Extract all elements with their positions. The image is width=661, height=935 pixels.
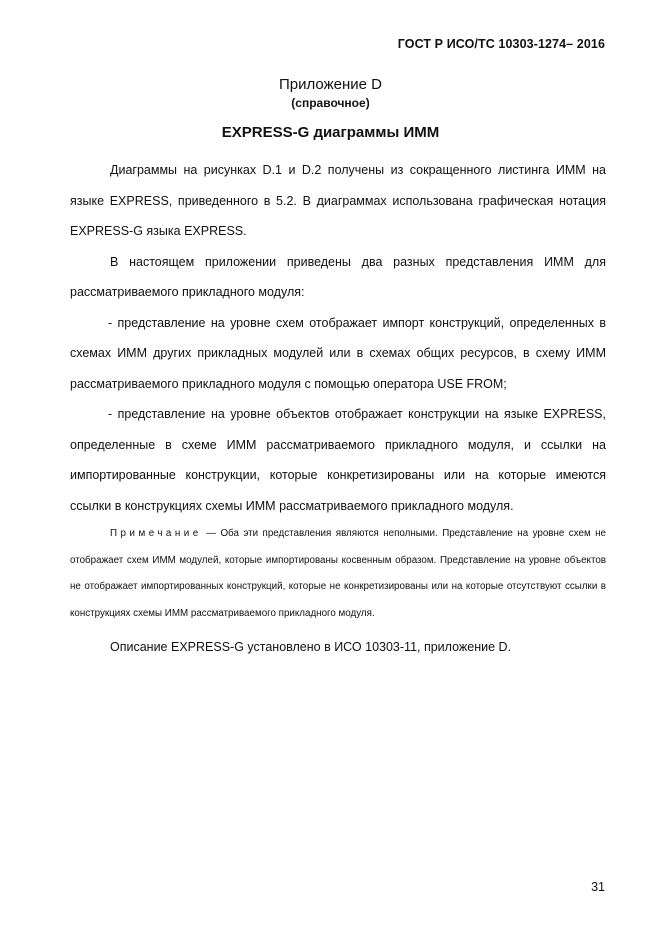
annex-heading: EXPRESS-G диаграммы ИММ: [221, 124, 440, 141]
page-number: 31: [591, 880, 605, 894]
note-label: Примечание: [110, 528, 202, 539]
document-code-header: ГОСТ Р ИСО/ТС 10303-1274– 2016: [397, 37, 605, 51]
annex-title: Приложение D: [279, 76, 382, 93]
list-item-schema-level: - представление на уровне схем отображает импорт конструкций, определенных в схемах ИММ других прикладных модулей или в схемах общих ресурсов, в схему ИММ рассматриваемого прикладного модуля с помощью оператора USE FROM;: [70, 315, 606, 391]
annex-subtitle: (справочное): [291, 96, 370, 110]
paragraph-express-g-reference: Описание EXPRESS-G установлено в ИСО 10303-11, приложение D.: [110, 640, 512, 654]
note-text: Оба эти представления являются неполными. Представление на уровне схем не отображает схем ИММ модулей, которые импортированы косвенным образом. Представление на уровне объектов не отображает импортированных конструкций, которые не конкретизированы или на которые отсутствуют ссылки в конструкциях схемы ИММ рассматриваемого прикладного модуля.: [70, 528, 606, 619]
paragraph-representations: В настоящем приложении приведены два разных представления ИММ для рассматриваемого прикладного модуля:: [70, 254, 606, 299]
list-item-object-level: - представление на уровне объектов отображает конструкции на языке EXPRESS, определенные в схеме ИММ рассматриваемого прикладного модуля, и ссылки на импортированные конструкции, которые конкретизированы или на которые имеются ссылки в конструкциях схемы ИММ рассматриваемого прикладного модуля.: [70, 407, 606, 513]
paragraph-diagrams: Диаграммы на рисунках D.1 и D.2 получены из сокращенного листинга ИММ на языке EXPRESS, приведенного в 5.2. В диаграммах использована графическая нотация EXPRESS-G языка EXPRESS.: [70, 163, 606, 238]
note-dash: —: [201, 528, 221, 539]
note: [70, 521, 606, 627]
annex-body: [70, 155, 606, 663]
